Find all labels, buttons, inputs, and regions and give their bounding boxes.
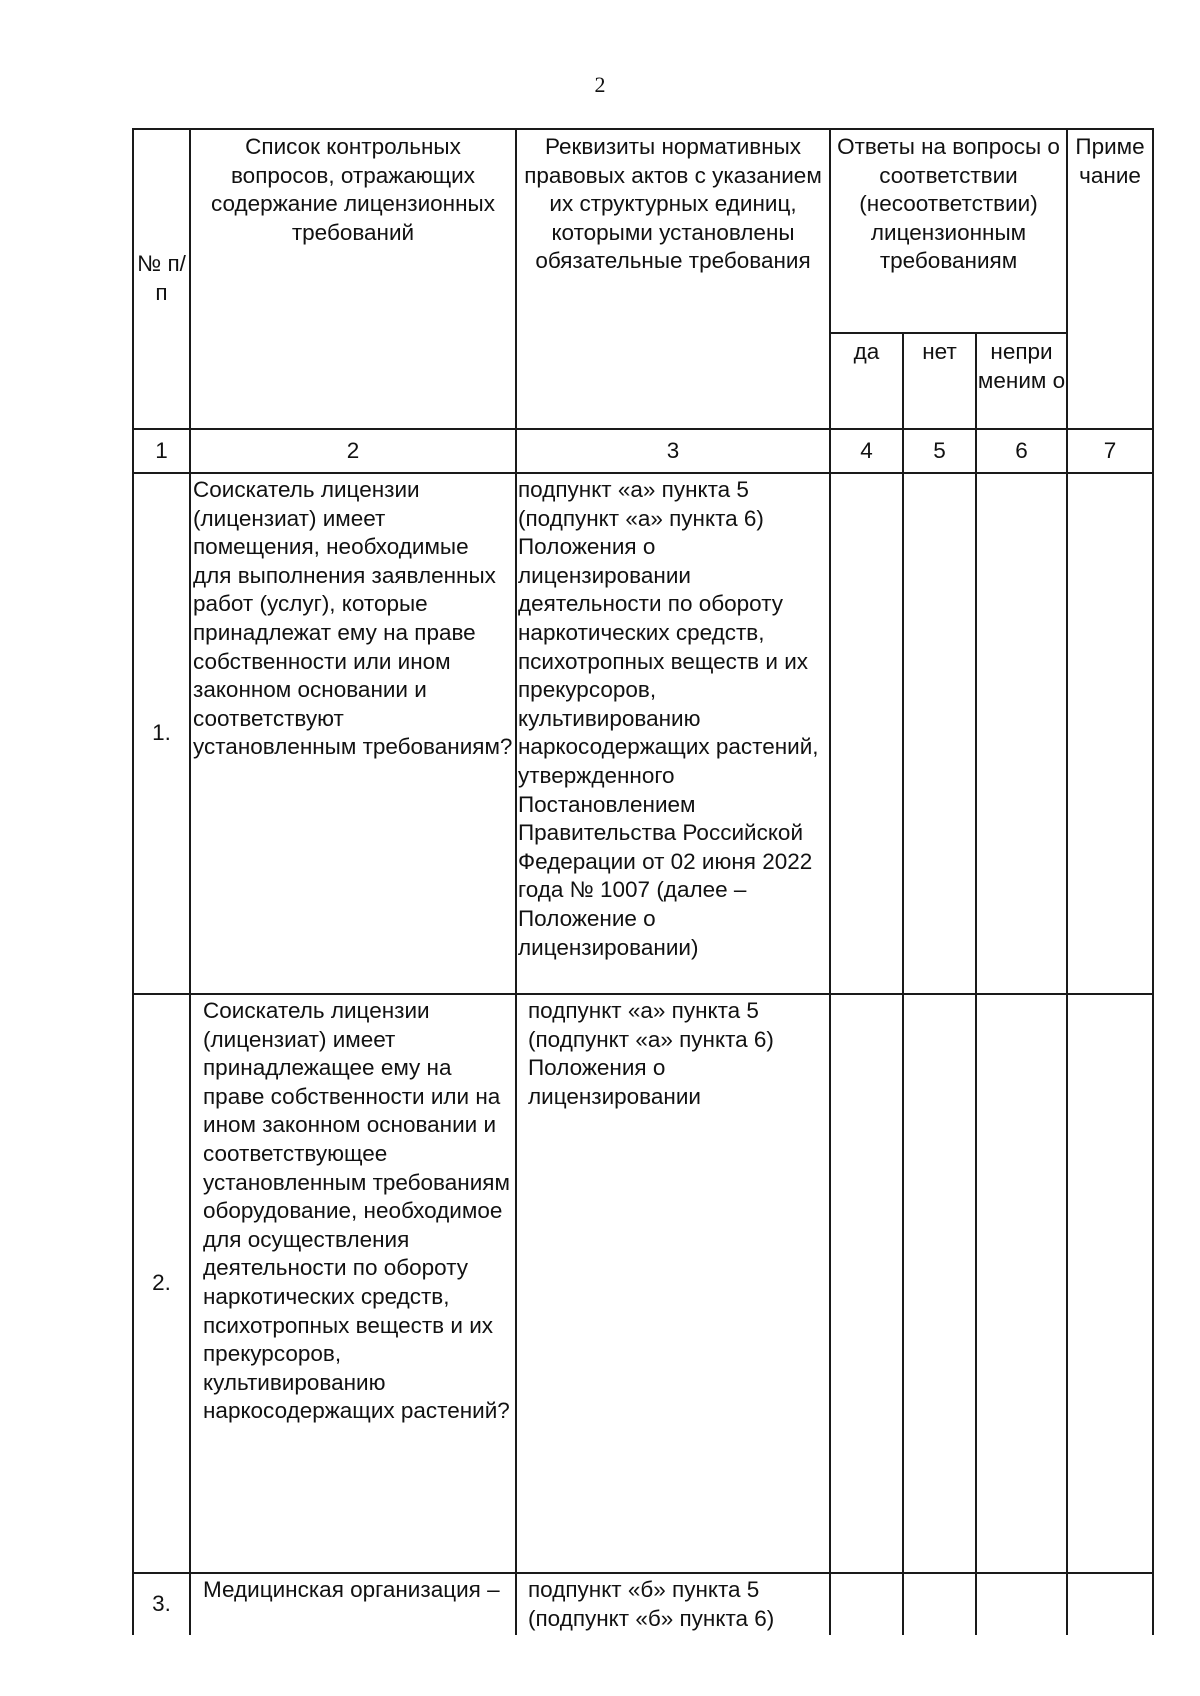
header-note: Приме чание: [1067, 129, 1153, 429]
answer-not-applicable-cell[interactable]: [976, 994, 1067, 1573]
note-cell[interactable]: [1067, 1573, 1153, 1635]
table-row: [133, 994, 1153, 1573]
column-number: 4: [830, 429, 903, 473]
legal-requisites: подпункт «а» пункта 5 (подпункт «а» пункта 6) Положения о лицензировании: [516, 994, 830, 1573]
column-number: 5: [903, 429, 976, 473]
answer-not-applicable-cell[interactable]: [976, 1573, 1067, 1635]
header-answers: Ответы на вопросы о соответствии (несоответствии) лицензионным требованиям: [830, 129, 1067, 333]
control-question: Соискатель лицензии (лицензиат) имеет помещения, необходимые для выполнения заявленных работ (услуг), которые принадлежат ему на праве собственности или ином законном основании и соответствуют установленным требованиям?: [190, 473, 516, 994]
row-number: 3.: [133, 1573, 190, 1635]
column-number: 7: [1067, 429, 1153, 473]
header-answer-yes: да: [830, 333, 903, 429]
table-row: [133, 473, 1153, 994]
answer-not-applicable-cell[interactable]: [976, 473, 1067, 994]
header-answer-no: нет: [903, 333, 976, 429]
legal-requisites: подпункт «а» пункта 5 (подпункт «а» пункта 6) Положения о лицензировании деятельности по обороту наркотических средств, психотропных веществ и их прекурсоров, культивированию наркосодержащих растений, утвержденного Постановлением Правительства Российской Федерации от 02 июня 2022 года № 1007 (далее – Положение о лицензировании): [516, 473, 830, 994]
row-number: 1.: [133, 473, 190, 994]
column-numbers-row: [133, 429, 1153, 473]
answer-no-cell[interactable]: [903, 1573, 976, 1635]
answer-no-cell[interactable]: [903, 473, 976, 994]
note-cell[interactable]: [1067, 473, 1153, 994]
page-number: 2: [594, 72, 606, 97]
answer-yes-cell[interactable]: [830, 994, 903, 1573]
header-questions: Список контрольных вопросов, отражающих содержание лицензионных требований: [190, 129, 516, 429]
answer-yes-cell[interactable]: [830, 473, 903, 994]
column-number: 6: [976, 429, 1067, 473]
column-number: 3: [516, 429, 830, 473]
row-number: 2.: [133, 994, 190, 1573]
table-row: [133, 1573, 1153, 1635]
header-number: № п/п: [133, 129, 190, 429]
header-answer-not-applicable: непри меним о: [976, 333, 1067, 429]
note-cell[interactable]: [1067, 994, 1153, 1573]
control-question: Медицинская организация –: [190, 1573, 516, 1635]
answer-yes-cell[interactable]: [830, 1573, 903, 1635]
answer-no-cell[interactable]: [903, 994, 976, 1573]
control-question: Соискатель лицензии (лицензиат) имеет принадлежащее ему на праве собственности или на ином законном основании и соответствующее установленным требованиям оборудование, необходимое для осуществления деятельности по обороту наркотических средств, психотропных веществ и их прекурсоров, культивированию наркосодержащих растений?: [190, 994, 516, 1573]
legal-requisites: подпункт «б» пункта 5 (подпункт «б» пункта 6): [516, 1573, 830, 1635]
header-requisites: Реквизиты нормативных правовых актов с указанием их структурных единиц, которыми установлены обязательные требования: [516, 129, 830, 429]
column-number: 1: [133, 429, 190, 473]
column-number: 2: [190, 429, 516, 473]
license-requirements-table: [132, 128, 1154, 1635]
